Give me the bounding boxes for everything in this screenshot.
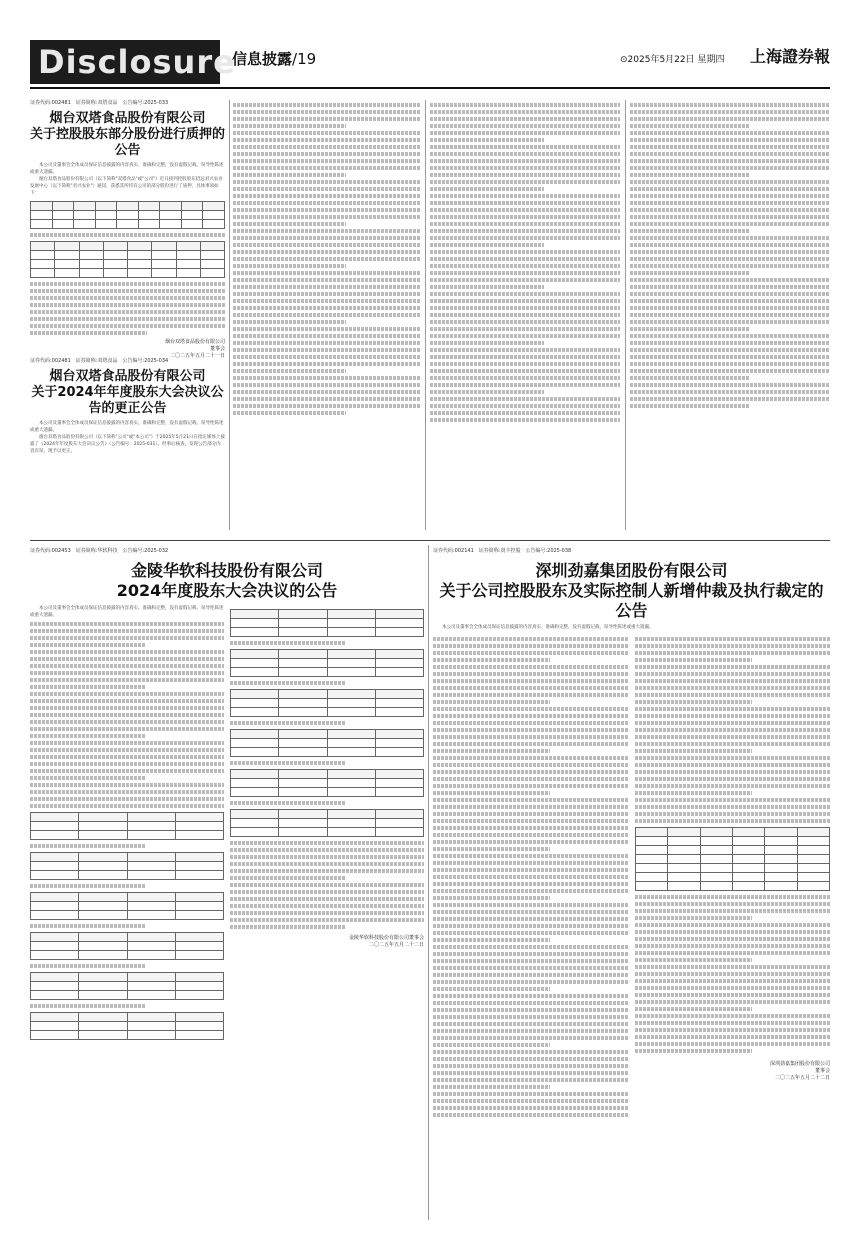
column-divider	[425, 100, 426, 530]
article-codes: 证券代码:002481 证券简称:双塔食品 公告编号:2025-034	[30, 358, 169, 364]
vote-table	[30, 812, 224, 840]
clock-icon: ⊙	[620, 55, 628, 65]
newspaper-name: 上海證券報	[750, 47, 831, 66]
article-body: 烟台双塔食品股份有限公司（以下简称"公司"或"本公司"）于2025年5月21日在指定媒体上披露了《2024年年度股东大会决议公告》（公告编号：2025-031）。经事后核查，发现公告部分内容有误，现予以更正。	[30, 435, 225, 454]
pledge-table	[30, 201, 225, 229]
signature-date: 二〇二五年五月二十二日	[774, 1075, 830, 1081]
issue-date-text: 2025年5月22日 星期四	[627, 55, 725, 65]
article-lead: 本公司及董事会全体成员保证信息披露的内容真实、准确和完整，没有虚假记载、误导性陈述或重大遗漏。	[30, 606, 224, 618]
signature-board: 董事会	[814, 1068, 830, 1074]
masthead	[30, 40, 830, 90]
vote-table	[30, 972, 224, 1000]
article-subtitle: 关于2024年年度股东大会决议公告的更正公告	[31, 385, 224, 416]
vote-table	[230, 769, 424, 797]
article-title: 深圳劲嘉集团股份有限公司	[535, 561, 728, 580]
article-jinjia-arbitration	[433, 548, 830, 1220]
continuation-column-4	[630, 100, 830, 530]
continuation-column-2	[233, 100, 421, 530]
issue-date	[620, 54, 725, 66]
section-divider	[30, 540, 830, 541]
article-title: 金陵华软科技股份有限公司	[130, 561, 323, 580]
vote-table	[30, 932, 224, 960]
article-huaruan-agm	[30, 548, 424, 1220]
article-lead: 本公司及董事会全体成员保证信息披露的内容真实、准确和完整，没有虚假记载、误导性陈述或重大遗漏。	[442, 625, 654, 630]
page-number: /19	[292, 50, 317, 68]
signature-board: 金陵华软科技股份有限公司董事会	[348, 935, 424, 941]
signature-board: 董事会	[209, 346, 225, 352]
article-pledge-notice	[30, 100, 226, 359]
vote-table	[30, 1012, 224, 1040]
shareholding-table	[30, 241, 225, 278]
signature-company: 深圳劲嘉集团股份有限公司	[769, 1061, 830, 1067]
vote-table	[230, 809, 424, 837]
article-subtitle: 关于公司控股股东及实际控制人新增仲裁及执行裁定的	[439, 581, 824, 600]
vote-table	[230, 689, 424, 717]
continuation-column-3	[430, 100, 620, 530]
article-lead: 本公司及董事会全体成员保证信息披露的内容真实、准确和完整，没有虚假记载、误导性陈述或重大遗漏。	[30, 421, 224, 433]
article-body: 烟台双塔食品股份有限公司（以下简称"双塔食品"或"公司"）近日接到控股股东招远君兴农业发展中心（以下简称"君兴农业"）通知，获悉其所持有公司的部分股份进行了质押，具体事项如下：	[30, 177, 223, 196]
vote-table	[230, 649, 424, 677]
masthead-rule	[30, 87, 830, 89]
vote-table	[230, 729, 424, 757]
vote-table	[30, 892, 224, 920]
article-subtitle: 2024年度股东大会决议的公告	[116, 581, 338, 600]
banner-word: Disclosure	[38, 43, 236, 81]
signature-date: 二〇二五年五月二十一日	[169, 353, 225, 359]
article-codes: 证券代码:002141 证券简称:贤丰控股 公告编号:2025-038	[433, 548, 572, 554]
article-title: 烟台双塔食品股份有限公司	[49, 369, 206, 384]
signature-date: 二〇二五年五月二十二日	[368, 942, 424, 948]
section-title	[232, 50, 316, 68]
section-name: 信息披露	[232, 50, 293, 68]
article-title: 烟台双塔食品股份有限公司	[49, 111, 206, 126]
vote-table	[230, 609, 424, 637]
disclosure-banner	[30, 40, 236, 84]
pledge-status-table	[635, 827, 830, 891]
column-divider	[428, 545, 429, 1220]
article-subtitle: 关于控股股东部分股份进行质押的公告	[30, 127, 226, 158]
signature-company: 烟台双塔食品股份有限公司	[164, 339, 225, 345]
column-divider	[625, 100, 626, 530]
vote-table	[30, 852, 224, 880]
article-subtitle-end: 公告	[615, 601, 648, 620]
article-lead: 本公司及董事会全体成员保证信息披露的内容真实、准确和完整，没有虚假记载、误导性陈述或重大遗漏。	[30, 163, 224, 175]
article-codes: 证券代码:002453 证券简称:华软科技 公告编号:2025-032	[30, 548, 169, 554]
article-codes: 证券代码:002481 证券简称:双塔食品 公告编号:2025-033	[30, 100, 169, 106]
